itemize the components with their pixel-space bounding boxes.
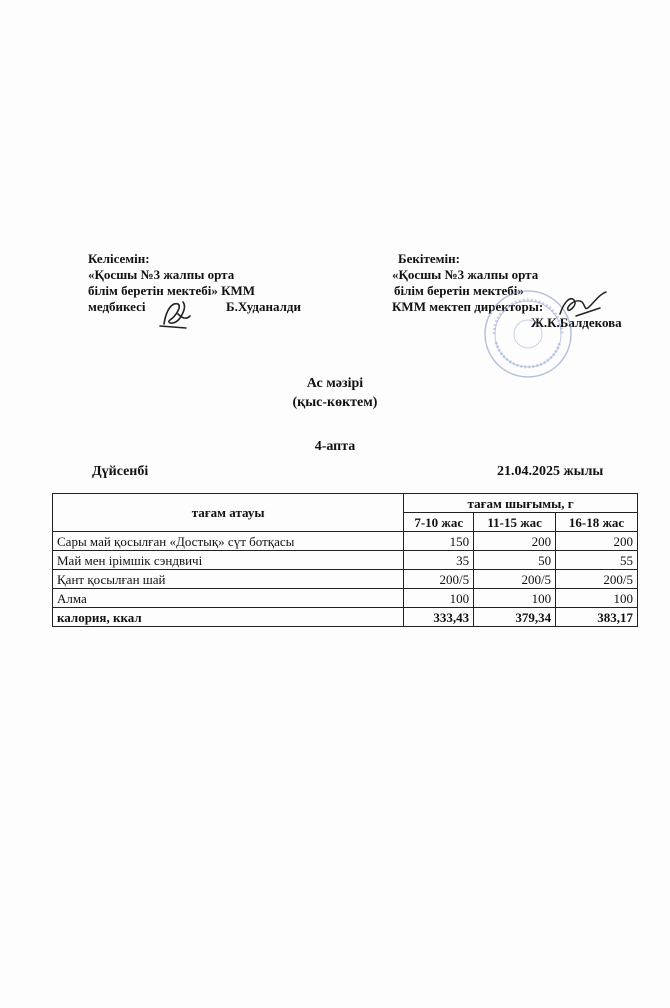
header-dish-name: тағам атауы (53, 494, 404, 532)
age-group-header: 16-18 жас (556, 513, 638, 532)
dish-yield: 100 (556, 589, 638, 608)
table-header-row (53, 494, 638, 513)
calorie-value: 383,17 (556, 608, 638, 627)
nurse-signature (156, 296, 196, 332)
table-row (53, 551, 638, 570)
age-group-header: 11-15 жас (474, 513, 556, 532)
dish-yield: 35 (404, 551, 474, 570)
approval-name: Ж.К.Балдекова (531, 315, 622, 330)
table-row (53, 589, 638, 608)
dish-name: Қант қосылған шай (53, 570, 404, 589)
dish-yield: 200/5 (556, 570, 638, 589)
agreement-org-line1: «Қосшы №3 жалпы орта (88, 267, 235, 282)
agreement-org-line2: білім беретін мектебі» КММ (88, 283, 256, 298)
dish-yield: 55 (556, 551, 638, 570)
dish-yield: 100 (474, 589, 556, 608)
agreement-name: Б.Худаналди (226, 299, 301, 314)
approval-heading: Бекітемін: (398, 251, 460, 266)
menu-title: Ас мәзірі (306, 376, 364, 391)
dish-name: Алма (53, 589, 404, 608)
agreement-heading: Келісемін: (88, 251, 150, 266)
calorie-label: калория, ккал (53, 608, 404, 627)
menu-season: (қыс-көктем) (292, 395, 378, 410)
dish-yield: 100 (404, 589, 474, 608)
age-group-header: 7-10 жас (404, 513, 474, 532)
dish-yield: 200/5 (474, 570, 556, 589)
dish-yield: 50 (474, 551, 556, 570)
table-row (53, 570, 638, 589)
agreement-role: медбикесі (88, 299, 146, 314)
dish-yield: 150 (404, 532, 474, 551)
approval-org-line2: білім беретін мектебі» (394, 283, 524, 298)
table-row (53, 532, 638, 551)
dish-yield: 200 (474, 532, 556, 551)
dish-name: Сары май қосылған «Достық» сүт ботқасы (53, 532, 404, 551)
calorie-value: 379,34 (474, 608, 556, 627)
dish-yield: 200 (556, 532, 638, 551)
approval-org-line1: «Қосшы №3 жалпы орта (392, 267, 539, 282)
menu-date: 21.04.2025 жылы (497, 464, 604, 479)
calorie-total-row (53, 608, 638, 627)
approval-role: КММ мектеп директоры: (392, 299, 544, 314)
calorie-value: 333,43 (404, 608, 474, 627)
dish-name: Май мен ірімшік сэндвичі (53, 551, 404, 570)
menu-table (52, 493, 638, 627)
header-yield: тағам шығымы, г (404, 494, 638, 513)
dish-yield: 200/5 (404, 570, 474, 589)
menu-week: 4-апта (314, 439, 356, 454)
menu-day: Дүйсенбі (92, 464, 149, 479)
director-signature (556, 288, 610, 322)
